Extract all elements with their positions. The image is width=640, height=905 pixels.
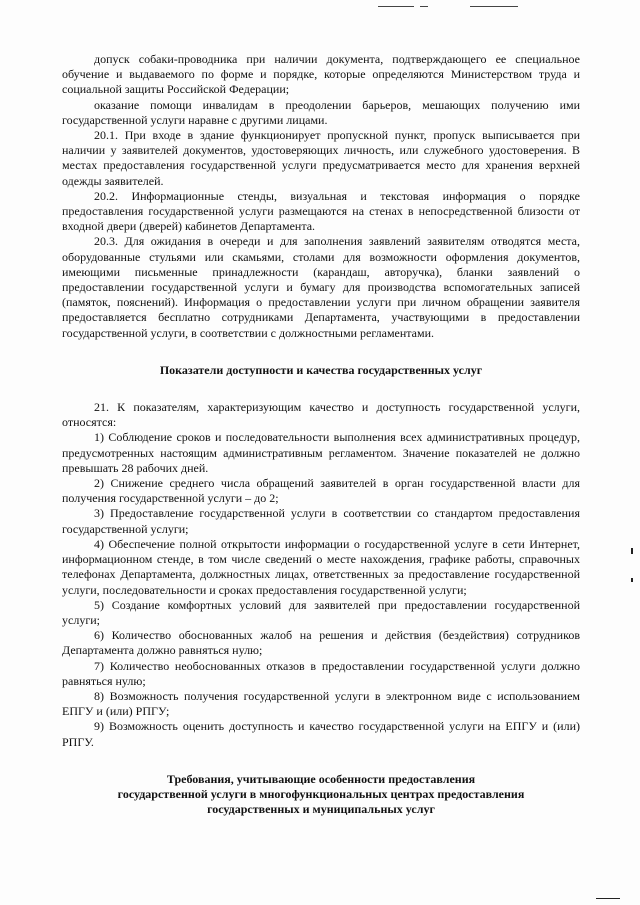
list-item: 7) Количество необоснованных отказов в предоставлении государственной услуги должно равняться нулю; xyxy=(62,658,580,688)
list-item: 1) Соблюдение сроков и последовательности выполнения всех административных процедур, предусмотренных настоящим административным регламентом. Значение показателей не должно превышать 28 рабочих дней. xyxy=(62,430,580,475)
document-body xyxy=(62,52,580,817)
list-item: 6) Количество обоснованных жалоб на решения и действия (бездействия) сотрудников Департамента должно равняться нулю; xyxy=(62,628,580,658)
list-item: 5) Создание комфортных условий для заявителей при предоставлении государственной услуги; xyxy=(62,597,580,627)
paragraph: допуск собаки-проводника при наличии документа, подтверждающего ее специальное обучение и выдаваемого по форме и порядке, которые определяются Министерством труда и социальной защиты Российской Федерации; xyxy=(62,52,580,97)
list-item: 8) Возможность получения государственной услуги в электронном виде с использованием ЕПГУ и (или) РПГУ; xyxy=(62,688,580,719)
section-title-line: государственных и муниципальных услуг xyxy=(207,802,435,817)
list-item: 4) Обеспечение полной открытости информации о государственной услуге в сети Интернет, информационном стенде, в том числе сведений о месте нахождения, графике работы, справочных телефонах Департамента, должностных лицах, ответственных за предоставление государственной услуги, последовательности и сроках предоставления государственной услуги; xyxy=(62,536,580,597)
scan-artifact xyxy=(596,898,620,899)
scan-artifact xyxy=(420,6,428,7)
scan-artifact xyxy=(378,6,414,7)
list-item: 9) Возможность оценить доступность и качество государственной услуги на ЕПГУ и (или) РПГУ. xyxy=(62,719,580,749)
section-title-line: Требования, учитывающие особенности предоставления xyxy=(166,771,476,786)
paragraph: 21. К показателям, характеризующим качество и доступность государственной услуги, относятся: xyxy=(62,400,580,430)
scan-artifact xyxy=(631,548,633,554)
paragraph: 20.3. Для ожидания в очереди и для заполнения заявлений заявителям отводятся места, оборудованные стульями или скамьями, столами для возможности оформления документов, имеющими письменные принадлежности (карандаш, авторучка), бланки заявлений о предоставлении государственной услуги и бумагу для производства вспомогательных записей (памяток, пояснений). Информация о предоставлении услуги при личном обращении заявителя предоставляется бесплатно сотрудниками Департамента, участвующими в предоставлении государственной услуги, в соответствии с должностными регламентами. xyxy=(62,234,580,340)
paragraph: 20.1. При входе в здание функционирует пропускной пункт, пропуск выписывается при наличии у заявителей документов, удостоверяющих личность, или служебного удостоверения. В местах предоставления государственной услуги предусматривается место для хранения верхней одежды заявителей. xyxy=(62,128,580,188)
paragraph: 20.2. Информационные стенды, визуальная и текстовая информация о порядке предоставления государственной услуги размещаются на стенах в непосредственной близости от входной двери (дверей) кабинетов Департамента. xyxy=(62,188,580,234)
list-item: 2) Снижение среднего числа обращений заявителей в орган государственной власти для получения государственной услуги – до 2; xyxy=(62,476,580,506)
list-item: 3) Предоставление государственной услуги в соответствии со стандартом предоставления государственной услуги; xyxy=(62,506,580,536)
paragraph: оказание помощи инвалидам в преодолении барьеров, мешающих получению ими государственной услуги наравне с другими лицами. xyxy=(62,97,580,127)
section-title-line: государственной услуги в многофункциональных центрах предоставления xyxy=(117,786,525,801)
scan-artifact xyxy=(470,6,518,7)
scan-artifact xyxy=(631,578,633,582)
section-title: Показатели доступности и качества государственных услуг xyxy=(159,362,483,377)
